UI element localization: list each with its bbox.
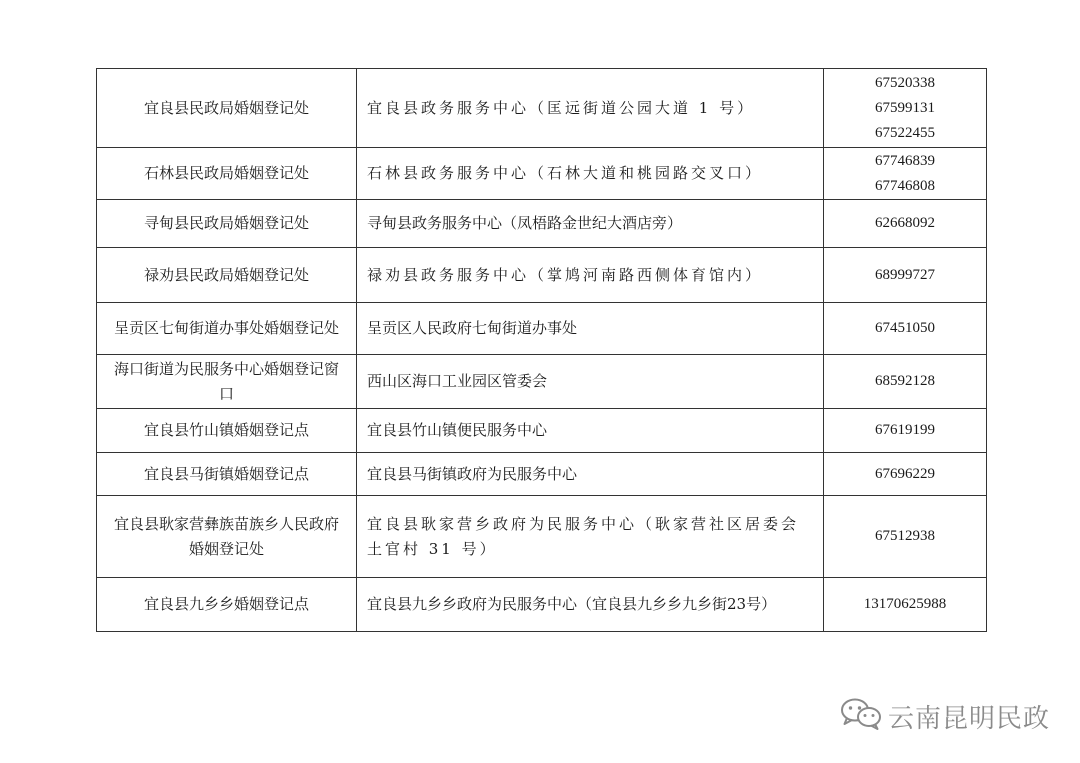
- table-row: [97, 453, 987, 496]
- registration-office-table: [96, 68, 987, 632]
- table-row: [97, 578, 987, 632]
- phone-number: 67512938: [875, 528, 935, 544]
- phone-number: 68999727: [875, 266, 935, 283]
- office-name-cell: 宜良县竹山镇婚姻登记点: [97, 409, 357, 453]
- phone-number: 67696229: [875, 465, 935, 482]
- phone-number: 62668092: [875, 215, 935, 231]
- phone-cell: [824, 303, 987, 355]
- phone-cell: [824, 248, 987, 303]
- watermark-text: 云南昆明民政: [888, 703, 1051, 734]
- table-row: [97, 69, 987, 148]
- office-name-cell: 寻甸县民政局婚姻登记处: [97, 200, 357, 248]
- phone-number: 67746839: [875, 152, 935, 169]
- phone-cell: [824, 409, 987, 453]
- address-cell: 宜良县马街镇政府为民服务中心: [357, 453, 824, 496]
- office-name-cell: 海口街道为民服务中心婚姻登记窗口: [97, 355, 357, 409]
- address-cell: 宜良县耿家营乡政府为民服务中心（耿家营社区居委会土官村 31 号）: [357, 496, 824, 578]
- office-name-cell: 宜良县马街镇婚姻登记点: [97, 453, 357, 496]
- phone-cell: [824, 148, 987, 200]
- phone-cell: [824, 578, 987, 632]
- phone-cell: [824, 453, 987, 496]
- address-cell: 呈贡区人民政府七甸街道办事处: [357, 303, 824, 355]
- address-cell: 石林县政务服务中心（石林大道和桃园路交叉口）: [357, 148, 824, 200]
- table-row: [97, 200, 987, 248]
- office-name-cell: 宜良县耿家营彝族苗族乡人民政府婚姻登记处: [97, 496, 357, 578]
- phone-number: 68592128: [875, 373, 935, 389]
- address-cell: 西山区海口工业园区管委会: [357, 355, 824, 409]
- office-name-cell: 宜良县民政局婚姻登记处: [97, 69, 357, 148]
- phone-number: 67522455: [875, 124, 935, 141]
- table-row: [97, 496, 987, 578]
- office-name-cell: 禄劝县民政局婚姻登记处: [97, 248, 357, 303]
- table-row: [97, 248, 987, 303]
- address-cell: 宜良县政务服务中心（匡远街道公园大道 1 号）: [357, 69, 824, 148]
- office-name-cell: 宜良县九乡乡婚姻登记点: [97, 578, 357, 632]
- wechat-icon: [840, 697, 882, 735]
- phone-number: 13170625988: [863, 596, 947, 612]
- phone-number: 67746808: [875, 177, 935, 194]
- address-cell: 寻甸县政务服务中心（凤梧路金世纪大酒店旁）: [357, 200, 824, 248]
- phone-cell: [824, 200, 987, 248]
- address-cell: 宜良县九乡乡政府为民服务中心（宜良县九乡乡九乡街23号）: [357, 578, 824, 632]
- table-row: [97, 148, 987, 200]
- wechat-watermark: [840, 696, 1050, 736]
- phone-number: 67599131: [875, 99, 935, 116]
- phone-number: 67619199: [875, 422, 935, 438]
- phone-number: 67451050: [875, 320, 935, 336]
- phone-cell: [824, 355, 987, 409]
- phone-cell: [824, 69, 987, 148]
- phone-cell: [824, 496, 987, 578]
- table-row: [97, 355, 987, 409]
- address-cell: 禄劝县政务服务中心（掌鸠河南路西侧体育馆内）: [357, 248, 824, 303]
- phone-number: 67520338: [875, 74, 935, 91]
- table-row: [97, 303, 987, 355]
- office-name-cell: 呈贡区七甸街道办事处婚姻登记处: [97, 303, 357, 355]
- address-cell: 宜良县竹山镇便民服务中心: [357, 409, 824, 453]
- table-row: [97, 409, 987, 453]
- office-name-cell: 石林县民政局婚姻登记处: [97, 148, 357, 200]
